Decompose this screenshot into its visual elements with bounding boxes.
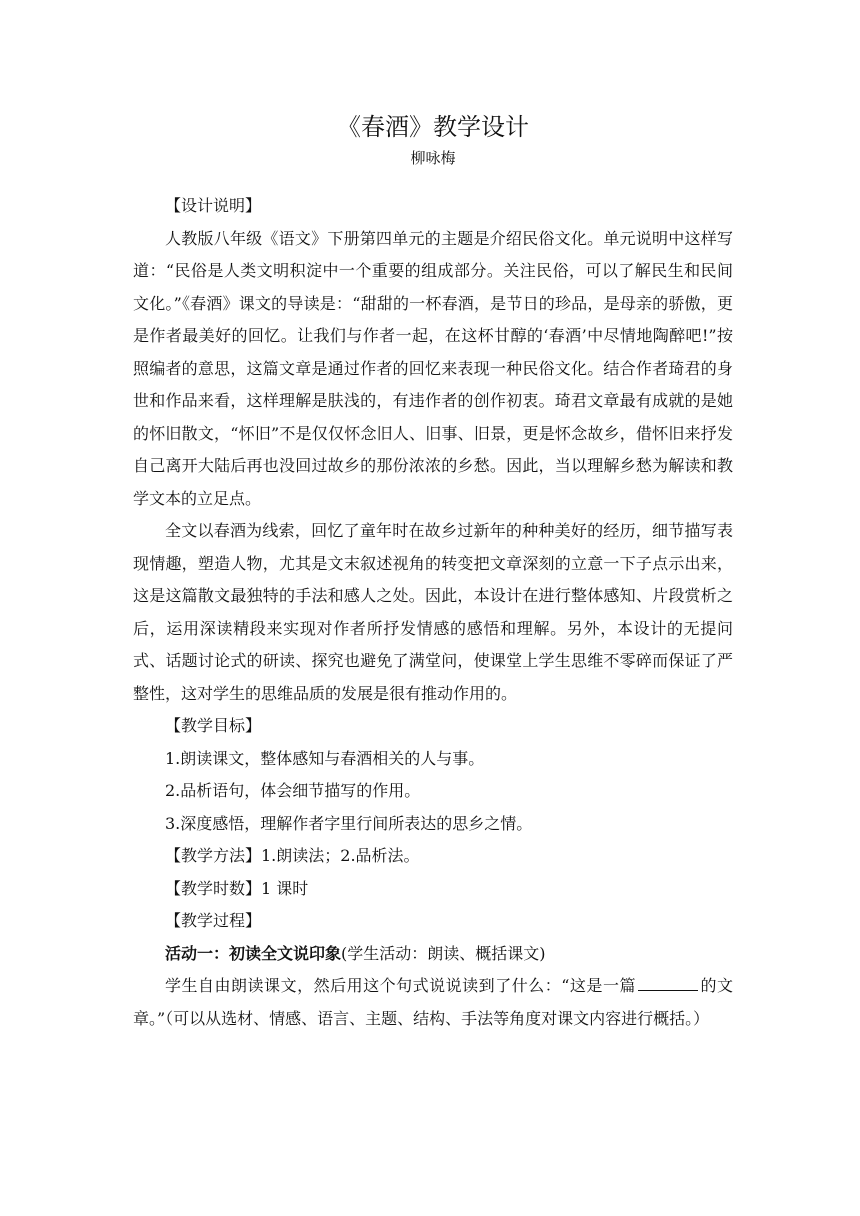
document-title: 《春酒》教学设计 — [337, 113, 529, 141]
activity-1-text-before: 学生自由朗读课文，然后用这个句式说说读到了什么：“这是一篇 — [165, 976, 636, 995]
document-page — [133, 108, 733, 1035]
teaching-method-line: 【教学方法】1.朗读法；2.品析法。 — [165, 846, 420, 865]
goal-item-1: 1.朗读课文，整体感知与春酒相关的人与事。 — [165, 748, 485, 768]
process-heading: 【教学过程】 — [165, 911, 262, 930]
design-note-paragraph-2: 全文以春酒为线索，回忆了童年时在故乡过新年的种种美好的经历，细节描写表现情趣，塑造人物，尤其是文末叙述视角的转变把文章深刻的立意一下子点示出来，这是这篇散文最独特的手法和感人之处。因此，本设计在进行整体感知、片段赏析之后，运用深读精段来实现对作者所抒发情感的感悟和理解。另外，本设计的无提问式、话题讨论式的研读、探究也避免了满堂问，使课堂上学生思维不零碎而保证了严整性，这对学生的思维品质的发展是很有推动作用的。 — [133, 521, 733, 703]
activity-1-heading — [133, 938, 733, 971]
activity-1-title: 活动一：初读全文说印象 — [165, 943, 342, 963]
activity-1-subtitle: (学生活动：朗读、概括课文) — [341, 943, 546, 963]
fill-in-blank — [638, 976, 698, 991]
activity-1-paragraph — [133, 970, 733, 1035]
goals-heading: 【教学目标】 — [165, 716, 262, 735]
document-author: 柳咏梅 — [410, 149, 456, 167]
goal-item-3: 3.深度感悟，理解作者字里行间所表达的思乡之情。 — [165, 813, 533, 833]
teaching-hours-line: 【教学时数】1 课时 — [165, 878, 309, 898]
activity-1-text-after: 的文章。”（可以从选材、情感、语言、主题、结构、手法等角度对课文内容进行概括。） — [133, 976, 733, 1028]
design-note-paragraph-1: 人教版八年级《语文》下册第四单元的主题是介绍民俗文化。单元说明中这样写道：“民俗是人类文明积淀中一个重要的组成部分。关注民俗，可以了解民生和民间文化。”《春酒》课文的导读是：“甜甜的一杯春酒，是节日的珍品，是母亲的骄傲，更是作者最美好的回忆。让我们与作者一起，在这杯甘醇的‘春酒’中尽情地陶醉吧!”按照编者的意思，这篇文章是通过作者的回忆来表现一种民俗文化。结合作者琦君的身世和作品来看，这样理解是肤浅的，有违作者的创作初衷。琦君文章最有成就的是她的怀旧散文，“怀旧”不是仅仅怀念旧人、旧事、旧景，更是怀念故乡，借怀旧来抒发自己离开大陆后再也没回过故乡的那份浓浓的乡愁。因此，当以理解乡愁为解读和教学文本的立足点。 — [133, 228, 733, 508]
goal-item-2: 2.品析语句，体会细节描写的作用。 — [165, 781, 421, 800]
design-note-heading: 【设计说明】 — [165, 196, 262, 215]
